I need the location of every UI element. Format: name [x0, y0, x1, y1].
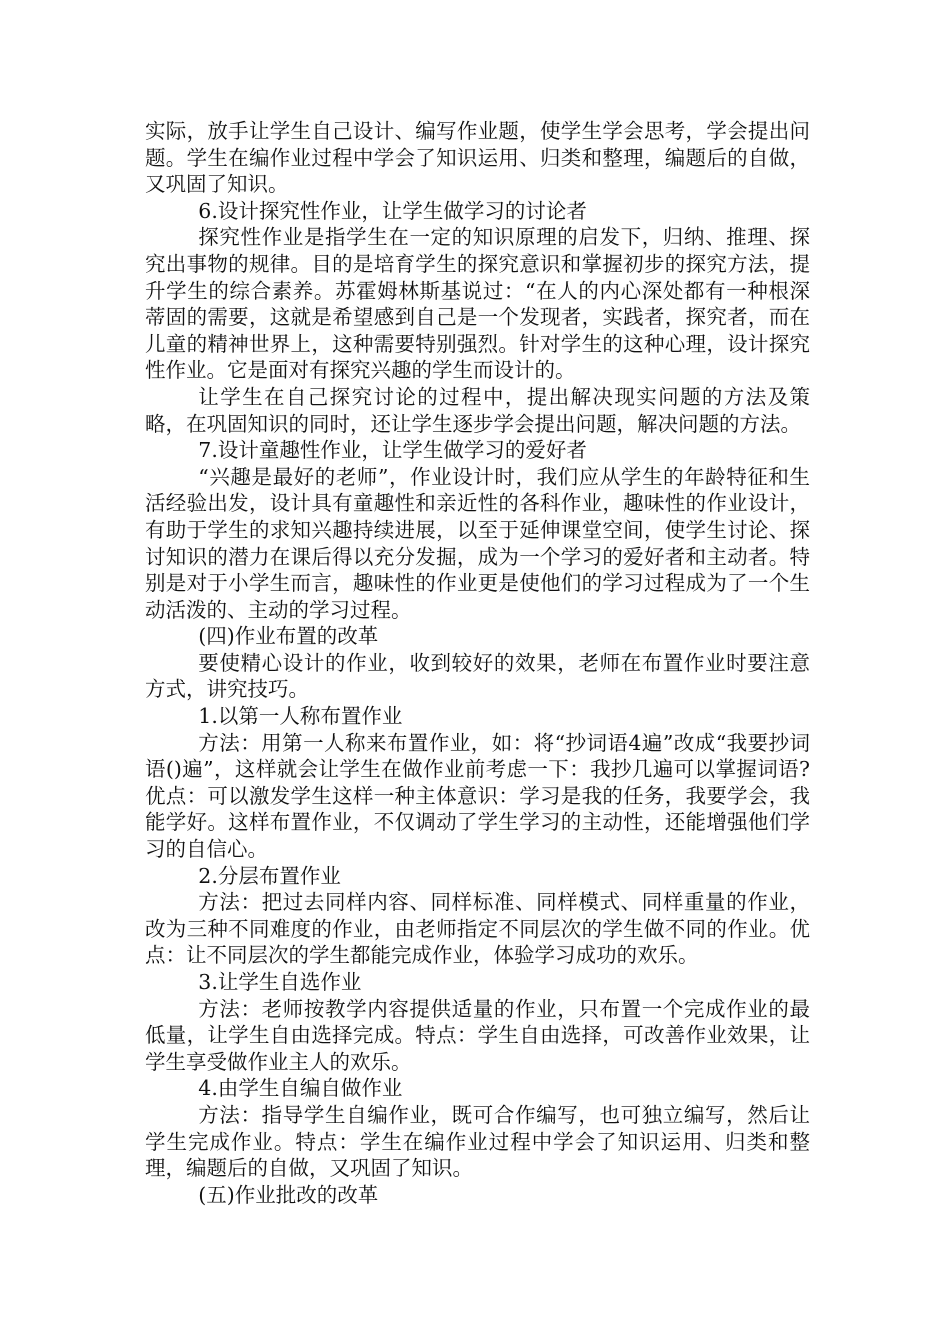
paragraph-assignment-intro: 要使精心设计的作业，收到较好的效果，老师在布置作业时要注意方式，讲究技巧。 [145, 650, 810, 702]
paragraph-inquiry-process: 让学生在自己探究讨论的过程中，提出解决现实问题的方法及策略，在巩固知识的同时，还让学生逐步学会提出问题，解决问题的方法。 [145, 384, 810, 436]
paragraph-layered-method: 方法：把过去同样内容、同样标准、同样模式、同样重量的作业，改为三种不同难度的作业，由老师指定不同层次的学生做不同的作业。优点：让不同层次的学生都能完成作业，体验学习成功的欢乐。 [145, 890, 810, 968]
paragraph-continuation: 实际，放手让学生自己设计、编写作业题，使学生学会思考，学会提出问题。学生在编作业过程中学会了知识运用、归类和整理，编题后的自做，又巩固了知识。 [145, 119, 810, 197]
section-heading-7: 7.设计童趣性作业，让学生做学习的爱好者 [198, 438, 587, 463]
subheading-layered: 2.分层布置作业 [198, 863, 341, 888]
paragraph-self-select-method: 方法：老师按教学内容提供适量的作业，只布置一个完成作业的最低量，让学生自由选择完成。特点：学生自由选择，可改善作业效果，让学生享受做作业主人的欢乐。 [145, 996, 810, 1074]
paragraph-interest-homework: “兴趣是最好的老师”，作业设计时，我们应从学生的年龄特征和生活经验出发，设计具有童趣性和亲近性的各科作业，趣味性的作业设计，有助于学生的求知兴趣持续进展，以至于延伸课堂空间，使学生讨论、探讨知识的潜力在课后得以充分发掘，成为一个学习的爱好者和主动者。特别是对于小学生而言，趣味性的作业更是使他们的学习过程成为了一个生动活泼的、主动的学习过程。 [145, 464, 810, 622]
section-heading-4: (四)作业布置的改革 [198, 624, 379, 649]
document-page [145, 118, 810, 1208]
subheading-self-compose: 4.由学生自编自做作业 [198, 1076, 403, 1101]
paragraph-self-compose-method: 方法：指导学生自编作业，既可合作编写，也可独立编写，然后让学生完成作业。特点：学生在编作业过程中学会了知识运用、归类和整理，编题后的自做，又巩固了知识。 [145, 1102, 810, 1181]
subheading-first-person: 1.以第一人称布置作业 [198, 704, 403, 729]
section-heading-5: (五)作业批改的改革 [198, 1182, 379, 1207]
subheading-self-select: 3.让学生自选作业 [198, 970, 362, 994]
paragraph-inquiry-homework: 探究性作业是指学生在一定的知识原理的启发下，归纳、推理、探究出事物的规律。目的是培育学生的探究意识和掌握初步的探究方法，提升学生的综合素养。苏霍姆林斯基说过：“在人的内心深处都有一种根深蒂固的需要，这就是希望感到自己是一个发现者，实践者，探究者，而在儿童的精神世界上，这种需要特别强烈。针对学生的这种心理，设计探究性作业。它是面对有探究兴趣的学生而设计的。 [145, 225, 810, 383]
paragraph-first-person-method: 方法：用第一人称来布置作业，如：将“抄词语4遍”改成“我要抄词语()遍”，这样就会让学生在做作业前考虑一下：我抄几遍可以掌握词语?优点：可以激发学生这样一种主体意识：学习是我的任务，我要学会，我能学好。这样布置作业，不仅调动了学生学习的主动性，还能增强他们学习的自信心。 [145, 730, 810, 862]
section-heading-6: 6.设计探究性作业，让学生做学习的讨论者 [198, 198, 587, 223]
